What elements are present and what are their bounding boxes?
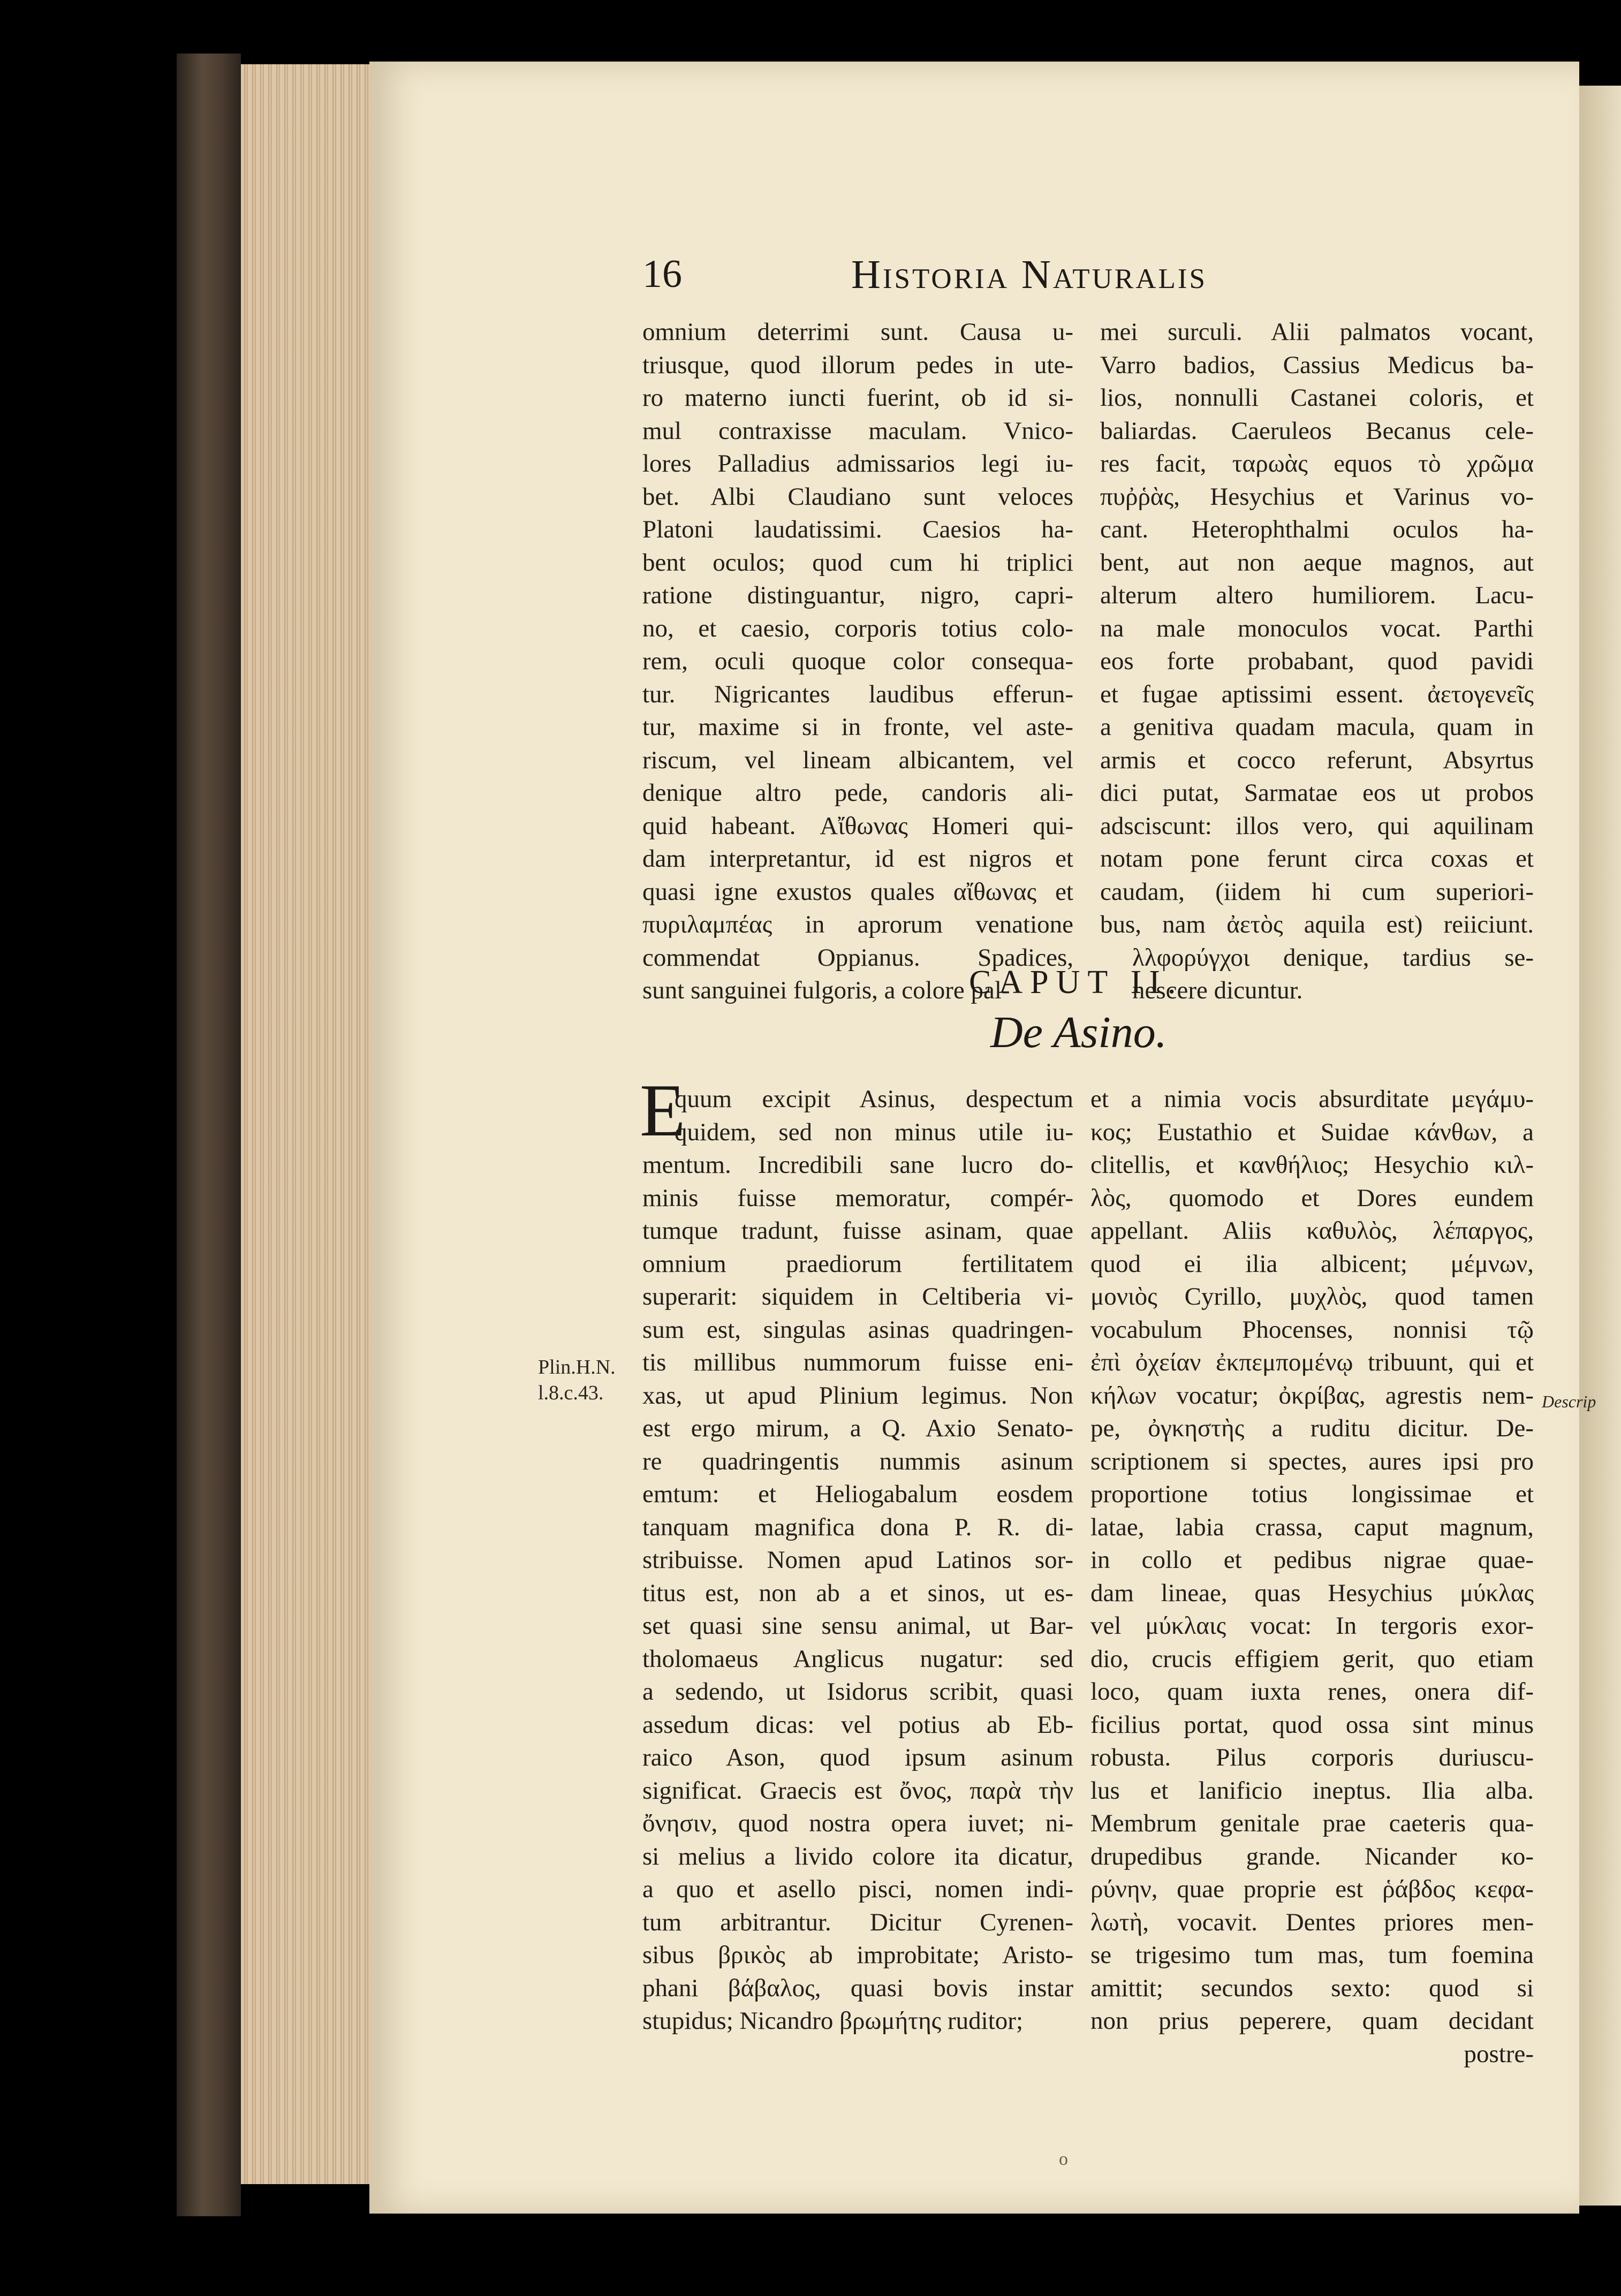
- section1-column-left: [642, 316, 1073, 1007]
- text-line: quid habeant. Αἴθωνας Homeri qui-: [642, 812, 1073, 840]
- text-line: vocabulum Phocenses, nonnisi τῷ: [1090, 1315, 1534, 1344]
- text-line: tumque tradunt, fuisse asinam, quae: [642, 1217, 1073, 1245]
- text-line: omnium praediorum fertilitatem: [642, 1249, 1073, 1278]
- text-line: ratione distinguantur, nigro, capri-: [642, 581, 1073, 609]
- text-line: amittit; secundos sexto: quod si: [1090, 1974, 1534, 2002]
- page-number: 16: [642, 252, 682, 296]
- text-line: sibus βρικὸς ab improbitate; Aristo-: [642, 1941, 1073, 1969]
- text-line: emtum: et Heliogabalum eosdem: [642, 1480, 1073, 1508]
- folio-mark: o: [1059, 2149, 1068, 2169]
- text-line: μονιὸς Cyrillo, μυχλὸς, quod tamen: [1090, 1283, 1534, 1310]
- text-line: si melius a livido colore ita dicatur,: [642, 1842, 1073, 1870]
- section2-column-left: [642, 1083, 1073, 2038]
- text-line: phani βάβαλος, quasi bovis instar: [642, 1974, 1073, 2002]
- text-line: tur, maxime si in fronte, vel aste-: [642, 713, 1073, 741]
- chapter-subtitle: De Asino.: [990, 1007, 1167, 1057]
- text-line: ficilius portat, quod ossa sint minus: [1090, 1710, 1534, 1739]
- text-line: appellant. Aliis καθυλὸς, λέπαργος,: [1090, 1217, 1534, 1245]
- text-line: eos forte probabant, quod pavidi: [1100, 647, 1534, 675]
- running-title: Historia Naturalis: [851, 252, 1208, 297]
- text-line: ἐπὶ ὀχείαν ἐκπεμπομένῳ tribuunt, qui et: [1090, 1348, 1534, 1376]
- text-line: se trigesimo tum mas, tum foemina: [1090, 1941, 1534, 1969]
- text-line: et fugae aptissimi essent. ἀετογενεῖς: [1100, 680, 1534, 708]
- margin-note-right: Descrip: [1542, 1392, 1596, 1411]
- text-line: dam lineae, quas Hesychius μύκλας: [1090, 1579, 1534, 1607]
- text-line: riscum, vel lineam albicantem, vel: [642, 746, 1073, 774]
- text-line: κος; Eustathio et Suidae κάνθων, a: [1090, 1118, 1534, 1146]
- text-line: bet. Albi Claudiano sunt veloces: [642, 482, 1073, 511]
- text-line: bus, nam ἀετὸς aquila est) reiiciunt.: [1100, 911, 1534, 938]
- text-line: rem, oculi quoque color consequa-: [642, 647, 1073, 675]
- text-line: na male monoculos vocat. Parthi: [1100, 614, 1534, 642]
- text-line: κήλων vocatur; ὀκρίβας, agrestis nem-: [1090, 1381, 1534, 1410]
- text-line: commendat Oppianus. Spadices,: [642, 943, 1073, 972]
- text-line: drupedibus grande. Nicander κο-: [1090, 1842, 1534, 1870]
- text-line: est ergo mirum, a Q. Axio Senato-: [642, 1414, 1073, 1442]
- text-line: Varro badios, Cassius Medicus ba-: [1100, 351, 1534, 379]
- text-line: Membrum genitale prae caeteris qua-: [1090, 1809, 1534, 1837]
- section1-column-right: [1100, 316, 1534, 1007]
- text-line: stribuisse. Nomen apud Latinos sor-: [642, 1546, 1073, 1574]
- text-line: titus est, non ab a et sinos, ut es-: [642, 1579, 1073, 1607]
- text-line: loco, quam iuxta renes, onera dif-: [1090, 1678, 1534, 1706]
- text-line: bent, aut non aeque magnos, aut: [1100, 548, 1534, 577]
- text-line: baliardas. Caeruleos Becanus cele-: [1100, 416, 1534, 445]
- text-line: tum arbitrantur. Dicitur Cyrenen-: [642, 1908, 1073, 1936]
- text-line: clitellis, et κανθήλιος; Hesychio κιλ-: [1090, 1151, 1534, 1179]
- text-line: λλφορύγχοι denique, tardius se-: [1132, 943, 1534, 972]
- text-line: sum est, singulas asinas quadringen-: [642, 1315, 1073, 1344]
- text-line: Platoni laudatissimi. Caesios ha-: [642, 516, 1073, 543]
- text-line: mul contraxisse maculam. Vnico-: [642, 416, 1073, 445]
- section2-column-right: [1090, 1083, 1534, 2071]
- text-line: ρύνην, quae proprie est ῥάβδος κεφα-: [1090, 1875, 1534, 1903]
- text-line: proportione totius longissimae et: [1090, 1480, 1534, 1508]
- text-line: πυῤῥὰς, Hesychius et Varinus vo-: [1100, 482, 1534, 511]
- text-line: notam pone ferunt circa coxas et: [1100, 845, 1534, 873]
- text-line: adsciscunt: illos vero, qui aquilinam: [1100, 812, 1534, 840]
- text-line: quum excipit Asinus, despectum: [675, 1085, 1073, 1113]
- text-line: pe, ὀγκηστὴς a ruditu dicitur. De-: [1090, 1414, 1534, 1442]
- text-line: raico Ason, quod ipsum asinum: [642, 1744, 1073, 1771]
- text-line: latae, labia crassa, caput magnum,: [1090, 1513, 1534, 1541]
- text-line: lores Palladius admissarios legi iu-: [642, 450, 1073, 478]
- text-line: sunt sanguinei fulgoris, a colore pal-: [642, 976, 1010, 1004]
- text-line: mei surculi. Alii palmatos vocant,: [1100, 318, 1534, 346]
- text-line: tholomaeus Anglicus nugatur: sed: [642, 1645, 1073, 1673]
- text-line: cant. Heterophthalmi oculos ha-: [1100, 516, 1534, 543]
- text-line: minis fuisse memoratur, compér-: [642, 1184, 1073, 1212]
- text-line: omnium deterrimi sunt. Causa u-: [642, 318, 1073, 346]
- text-line: res facit, ταρωὰς equos τὸ χρῶμα: [1100, 450, 1534, 478]
- text-line: ro materno iuncti fuerint, ob id si-: [642, 384, 1073, 412]
- text-line: assedum dicas: vel potius ab Eb-: [642, 1710, 1073, 1739]
- text-line: lus et lanificio ineptus. Ilia alba.: [1090, 1776, 1534, 1805]
- margin-note-line: l.8.c.43.: [538, 1382, 604, 1404]
- text-line: xas, ut apud Plinium legimus. Non: [642, 1381, 1073, 1410]
- text-line: triusque, quod illorum pedes in ute-: [642, 351, 1073, 379]
- text-line: armis et cocco referunt, Absyrtus: [1100, 746, 1534, 774]
- text-line: et a nimia vocis absurditate μεγάμυ-: [1090, 1085, 1534, 1113]
- text-line: scriptionem si spectes, aures ipsi pro: [1090, 1447, 1534, 1475]
- text-line: quidem, sed non minus utile iu-: [675, 1118, 1073, 1146]
- text-line: tanquam magnifica dona P. R. di-: [642, 1513, 1073, 1541]
- text-line: dam interpretantur, id est nigros et: [642, 845, 1073, 873]
- text-line: significat. Graecis est ὄνος, παρὰ τὴν: [642, 1776, 1073, 1805]
- text-line: mentum. Incredibili sane lucro do-: [642, 1151, 1073, 1179]
- text-line: tis millibus nummorum fuisse eni-: [642, 1348, 1073, 1376]
- text-line: quasi igne exustos quales αἴθωνας et: [642, 877, 1073, 906]
- text-line: dici putat, Sarmatae eos ut probos: [1100, 779, 1534, 807]
- text-line: non prius peperere, quam decidant: [1090, 2007, 1534, 2035]
- text-line: in collo et pedibus nigrae quae-: [1090, 1546, 1534, 1574]
- text-line: nescere dicuntur.: [1132, 976, 1303, 1004]
- chapter-heading: CAPUT II.: [969, 964, 1184, 1001]
- text-line: dio, crucis effigiem gerit, quo etiam: [1090, 1645, 1534, 1673]
- text-line: postre-: [1464, 2040, 1534, 2068]
- text-line: superarit: siquidem in Celtiberia vi-: [642, 1283, 1073, 1310]
- text-line: λὸς, quomodo et Dores eundem: [1090, 1184, 1534, 1212]
- text-line: a genitiva quadam macula, quam in: [1100, 713, 1534, 741]
- text-line: tur. Nigricantes laudibus efferun-: [642, 680, 1073, 708]
- binding-spine: [177, 54, 241, 2216]
- text-line: alterum altero humiliorem. Lacu-: [1100, 581, 1534, 609]
- text-line: a quo et asello pisci, nomen indi-: [642, 1875, 1073, 1903]
- text-line: stupidus; Nicandro βρωμήτης ruditor;: [642, 2007, 1024, 2035]
- text-line: quod ei ilia albicent; μέμνων,: [1090, 1249, 1534, 1278]
- text-line: bent oculos; quod cum hi triplici: [642, 548, 1073, 577]
- text-line: set quasi sine sensu animal, ut Bar-: [642, 1612, 1073, 1640]
- text-line: vel μύκλαις vocat: In tergoris exor-: [1090, 1612, 1534, 1640]
- margin-note-left: [538, 1354, 616, 1406]
- text-line: no, et caesio, corporis totius colo-: [642, 614, 1073, 642]
- text-line: λωτὴ, vocavit. Dentes priores men-: [1090, 1908, 1534, 1936]
- margin-note-line: Plin.H.N.: [538, 1356, 616, 1378]
- text-line: lios, nonnulli Castanei coloris, et: [1100, 384, 1534, 412]
- text-line: a sedendo, ut Isidorus scribit, quasi: [642, 1678, 1073, 1706]
- text-line: re quadringentis nummis asinum: [642, 1447, 1073, 1475]
- text-line: πυριλαμπέας in aprorum venatione: [642, 911, 1073, 938]
- drop-cap: E: [640, 1069, 686, 1152]
- page-edges: [241, 64, 373, 2184]
- text-line: denique altro pede, candoris ali-: [642, 779, 1073, 807]
- text-line: caudam, (iidem hi cum superiori-: [1100, 877, 1534, 906]
- text-line: ὄνησιν, quod nostra opera iuvet; ni-: [642, 1809, 1073, 1837]
- text-line: robusta. Pilus corporis duriuscu-: [1090, 1744, 1534, 1771]
- next-page-edge: [1579, 86, 1621, 2206]
